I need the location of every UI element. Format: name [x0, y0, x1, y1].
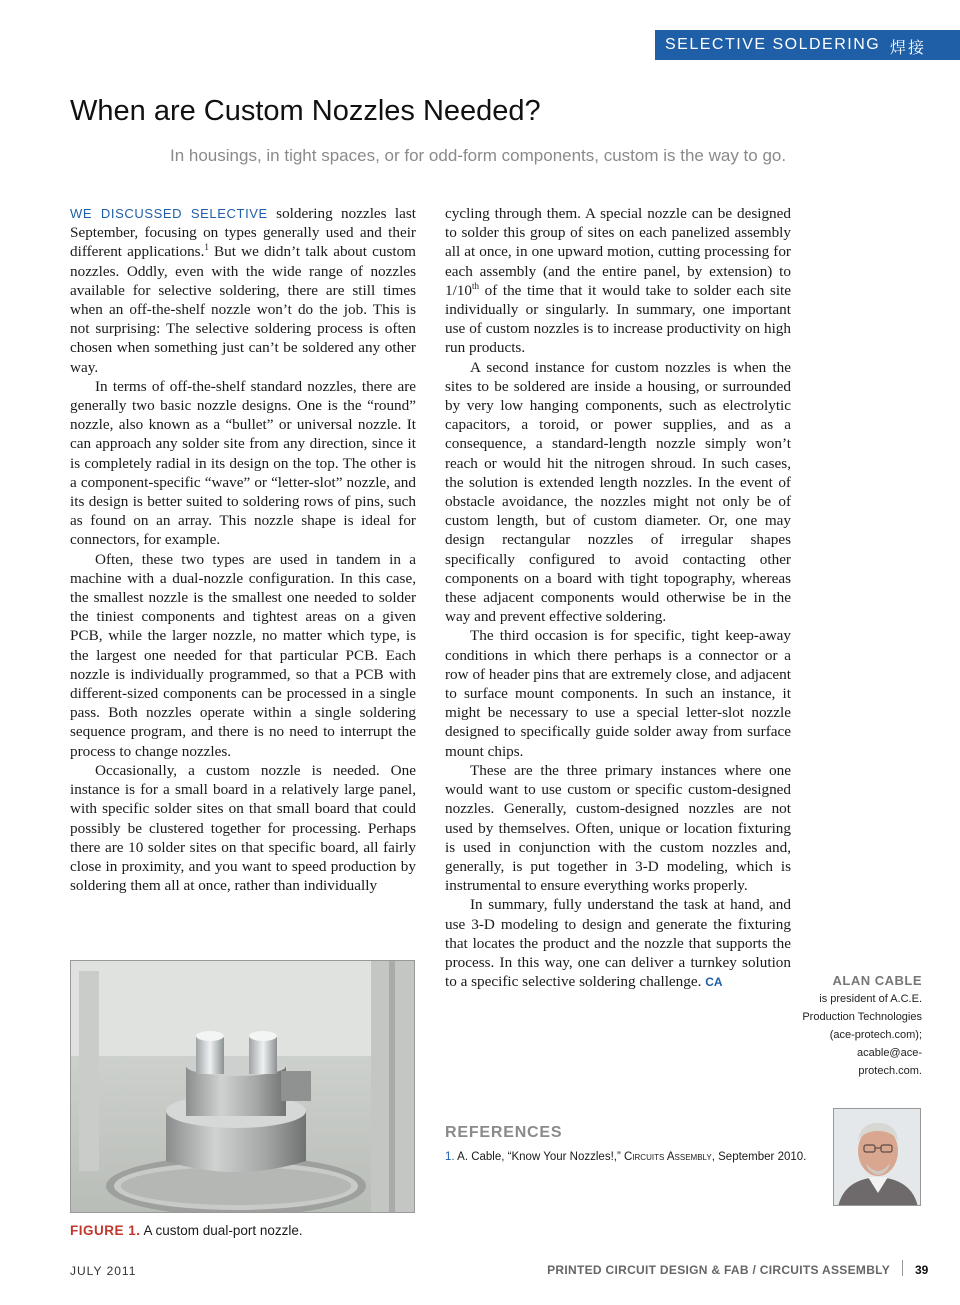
- paragraph-7: These are the three primary instances where one would want to use custom or specific custom-designed nozzles. Generally, custom-designed nozzles are not used by themselves. Often, unique or location fixturing is used in conjunction with the custom nozzles and, generally, is put together in 3-D modeling, which is instrumental to ensure everything works properly.: [445, 761, 791, 895]
- section-label-cjk: 焊接: [890, 40, 927, 57]
- figure-photo-custom-nozzle: [70, 960, 415, 1213]
- paragraph-4-continued: cycling through them. A special nozzle can be designed to solder this group of sites on each panelized assembly all at once, in one upward motion, cutting processing for each assembly (and the entire panel, by extension) to 1/10th of the time that it would take to solder each site individually or singularly. In summary, one important use of custom nozzles is to increase productivity on high run products.: [445, 205, 791, 357]
- section-label: SELECTIVE SOLDERING: [665, 36, 881, 53]
- article-column-right: [445, 204, 791, 992]
- author-bio: [800, 972, 922, 1080]
- author-bio-text: is president of A.C.E. Production Technologies (ace-protech.com); acable@ace-protech.com.: [802, 993, 922, 1077]
- author-portrait: [834, 1109, 921, 1206]
- figure-caption: FIGURE 1. A custom dual-port nozzle.: [70, 1223, 303, 1238]
- footnote-ref: 1: [204, 242, 209, 253]
- paragraph-3: Often, these two types are used in tandem in a machine with a dual-nozzle configuration. In this case, the smallest nozzle is the smallest one needed to solder the tiniest components and tightest areas on a given PCB, while the larger nozzle, no matter which type, is the largest one needed for that particular PCB. Each nozzle is individually programmed, so that a PCB with different-sized components can be processed in a single pass. Both nozzles operate within a single soldering sequence program, and there is no need to interrupt the process to change nozzles.: [70, 550, 416, 760]
- author-photo: [833, 1108, 921, 1206]
- page-title: When are Custom Nozzles Needed?: [70, 95, 541, 127]
- paragraph-2: In terms of off-the-shelf standard nozzles, there are generally two basic nozzle designs. One is the “round” nozzle, also known as a “bullet” or universal nozzle. It can approach any solder site from any direction, since it is completely radial in its design on the top. The other is a component-specific “wave” or “letter-slot” nozzle, and its design is better suited to soldering rows of pins, such as found on an array. This nozzle shape is ideal for connectors, for example.: [70, 377, 416, 549]
- nozzle-illustration: [71, 961, 415, 1213]
- author-name: ALAN CABLE: [832, 973, 922, 988]
- lead-in: WE DISCUSSED SELECTIVE: [70, 206, 268, 221]
- paragraph-4: Occasionally, a custom nozzle is needed. One instance is for a small board in a relatively large panel, with specific solder sites on that small board that could possibly be clustered together for processing. Perhaps there are 10 solder sites on that specific board, all fairly close in proximity, and you want to speed production by soldering them all at once, rather than individually: [70, 761, 416, 895]
- figure-label: FIGURE 1.: [70, 1223, 141, 1238]
- footer-divider: [902, 1260, 903, 1276]
- article-subtitle: In housings, in tight spaces, or for odd-form components, custom is the way to go.: [170, 146, 787, 165]
- paragraph-5: A second instance for custom nozzles is when the sites to be soldered are inside a housing, or surrounded by very low hanging components, such as electrolytic capacitors, a toroid, or power supplies, and as a consequence, a standard-length nozzle simply won’t reach or would hit the nitrogen shroud. In such cases, the solution is extended length nozzles. In the event of obstacle avoidance, the nozzles might not only be of custom length, but of custom diameter. Or, one may design rectangular nozzles of irregular shapes specifically configured to avoid contacting other components on a board with tight topography, whereas these adjacent components would otherwise be in the way and prevent effective soldering.: [445, 358, 791, 626]
- article-column-left: [70, 204, 416, 895]
- paragraph-8: In summary, fully understand the task at hand, and use 3-D modeling to design and generate the fixturing that locates the product and the nozzle that supports the process. In this way, one can deliver a turnkey solution to a specific selective soldering challenge. CA: [445, 896, 791, 991]
- section-banner: [655, 30, 960, 60]
- paragraph-6: The third occasion is for specific, tight keep-away conditions in which there perhaps is a connector or a row of header pins that are extremely close, and adjacent to surface mount components. In such an instance, it might be necessary to use a special letter-slot nozzle designed to specifically guide solder away from surface mount chips.: [445, 627, 791, 760]
- references-heading: REFERENCES: [445, 1124, 563, 1141]
- reference-item: 1. A. Cable, “Know Your Nozzles!,” Circuits Assembly, September 2010.: [445, 1151, 807, 1163]
- footer-publication: PRINTED CIRCUIT DESIGN & FAB / CIRCUITS ASSEMBLY: [547, 1263, 890, 1277]
- end-mark: CA: [705, 975, 723, 990]
- footer-date: JULY 2011: [70, 1264, 137, 1278]
- page-number: 39: [915, 1263, 929, 1277]
- paragraph-1: WE DISCUSSED SELECTIVE soldering nozzles last September, focusing on types generally used and their different applications.$^1$ But we didn’t talk about custom nozzles. Oddly, even with the wide range of nozzles available for selective soldering, there are still times when an off-the-shelf nozzle won’t do the job. This is not surprising: The selective soldering process is often chosen when something just can’t be soldered any other way.: [70, 205, 416, 376]
